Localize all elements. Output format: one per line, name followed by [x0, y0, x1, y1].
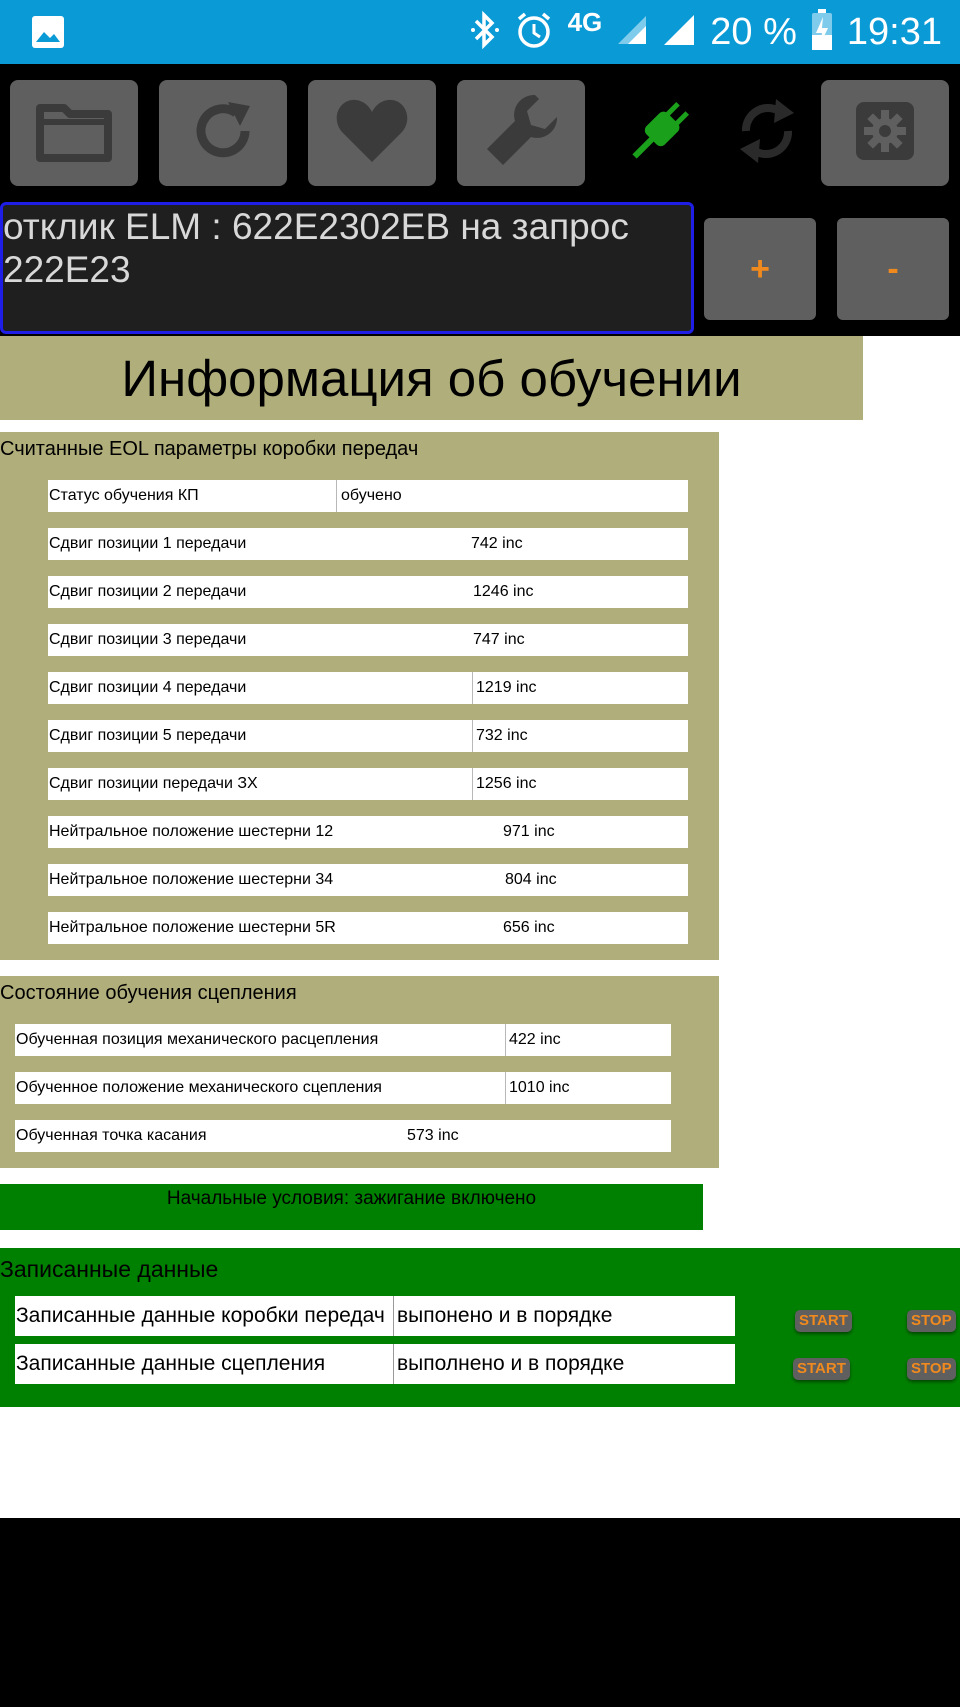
- table-row: [48, 864, 688, 896]
- gallery-icon: [30, 14, 66, 50]
- row-value: 804 inc: [505, 871, 557, 888]
- tools-button[interactable]: [457, 80, 585, 186]
- toolbar: [0, 64, 960, 192]
- cell-divider: [393, 1296, 394, 1336]
- table-row: [48, 672, 688, 704]
- table-row: [48, 768, 688, 800]
- table-row: [15, 1296, 735, 1336]
- page-title: Информация об обучении: [0, 336, 863, 420]
- gearbox-start-button[interactable]: START: [795, 1310, 852, 1332]
- gearbox-panel-title: Считанные EOL параметры коробки передач: [0, 438, 419, 460]
- row-label: Обученное положение механического сцепления: [16, 1079, 382, 1096]
- response-row: [0, 192, 960, 336]
- row-value: 747 inc: [473, 631, 525, 648]
- row-label: Сдвиг позиции 3 передачи: [49, 631, 247, 648]
- table-row: [48, 576, 688, 608]
- table-row: [15, 1120, 671, 1152]
- network-type: 4G: [567, 6, 603, 37]
- row-value: выполнено и в порядке: [397, 1352, 625, 1375]
- initial-conditions-bar: Начальные условия: зажигание включено: [0, 1184, 703, 1230]
- cell-divider: [393, 1344, 394, 1384]
- row-label: Нейтральное положение шестерни 12: [49, 823, 334, 840]
- row-label: Сдвиг позиции передачи ЗХ: [49, 775, 258, 792]
- refresh-icon: [188, 96, 258, 171]
- row-value: 1246 inc: [473, 583, 534, 600]
- empty-bottom-area: [0, 1518, 960, 1707]
- clutch-panel-title: Состояние обучения сцепления: [0, 982, 297, 1004]
- row-value: 1256 inc: [476, 775, 537, 792]
- row-label: Обученная позиция механического расцепления: [16, 1031, 379, 1048]
- gearbox-stop-button[interactable]: STOP: [907, 1310, 956, 1332]
- clutch-stop-button[interactable]: STOP: [907, 1358, 956, 1380]
- row-value: 656 inc: [503, 919, 555, 936]
- table-row: [48, 624, 688, 656]
- table-row: [15, 1344, 735, 1384]
- wrench-icon: [481, 91, 561, 176]
- row-label: Сдвиг позиции 2 передачи: [49, 583, 247, 600]
- row-value: 742 inc: [471, 535, 523, 552]
- row-label: Записанные данные коробки передач: [16, 1304, 385, 1327]
- table-row: [48, 816, 688, 848]
- table-row: [48, 720, 688, 752]
- battery-percent: 20 %: [710, 10, 797, 53]
- open-folder-button[interactable]: [10, 80, 138, 186]
- heart-icon: [334, 96, 410, 171]
- row-value: выпонено и в порядке: [397, 1304, 613, 1327]
- battery-charging-icon: [811, 9, 833, 56]
- clock: 19:31: [846, 10, 942, 53]
- plus-button[interactable]: +: [704, 218, 816, 320]
- elm-response-field[interactable]: отклик ELM : 622E2302EB на запрос 222E23: [0, 202, 694, 334]
- table-row: [15, 1024, 671, 1056]
- settings-button[interactable]: [821, 80, 949, 186]
- recorded-data-panel: [0, 1248, 960, 1407]
- row-label: Сдвиг позиции 4 передачи: [49, 679, 247, 696]
- row-label: Сдвиг позиции 5 передачи: [49, 727, 247, 744]
- table-row: [48, 912, 688, 944]
- folder-icon: [36, 100, 112, 167]
- table-row: [15, 1072, 671, 1104]
- plug-connected-icon: [625, 91, 695, 176]
- row-value: 971 inc: [503, 823, 555, 840]
- clutch-start-button[interactable]: START: [793, 1358, 850, 1380]
- gear-icon: [850, 96, 920, 171]
- table-row: [48, 480, 688, 512]
- row-label: Нейтральное положение шестерни 34: [49, 871, 334, 888]
- content-area: [0, 336, 960, 1518]
- row-label: Записанные данные сцепления: [16, 1352, 326, 1375]
- row-label: Нейтральное положение шестерни 5R: [49, 919, 336, 936]
- recorded-panel-title: Записанные данные: [0, 1256, 219, 1282]
- row-value: 573 inc: [407, 1127, 459, 1144]
- row-value: 732 inc: [476, 727, 528, 744]
- sync-button[interactable]: [703, 80, 831, 186]
- signal-icon-2: [662, 13, 696, 52]
- refresh-button[interactable]: [159, 80, 287, 186]
- row-value: 1219 inc: [476, 679, 537, 696]
- gearbox-eol-panel: [0, 432, 719, 960]
- minus-button[interactable]: -: [837, 218, 949, 320]
- table-row: [48, 528, 688, 560]
- sync-icon: [732, 91, 802, 176]
- bluetooth-icon: [470, 10, 500, 55]
- signal-icon-1: [616, 14, 648, 51]
- row-label: Сдвиг позиции 1 передачи: [49, 535, 247, 552]
- row-label: Статус обучения КП: [49, 487, 199, 504]
- alarm-icon: [514, 10, 554, 55]
- cell-divider: [336, 480, 337, 512]
- clutch-learning-panel: [0, 976, 719, 1168]
- status-bar: [0, 0, 960, 64]
- row-label: Обученная точка касания: [16, 1127, 207, 1144]
- favorites-button[interactable]: [308, 80, 436, 186]
- row-value: 422 inc: [509, 1031, 561, 1048]
- row-value: обучено: [341, 487, 402, 504]
- row-value: 1010 inc: [509, 1079, 570, 1096]
